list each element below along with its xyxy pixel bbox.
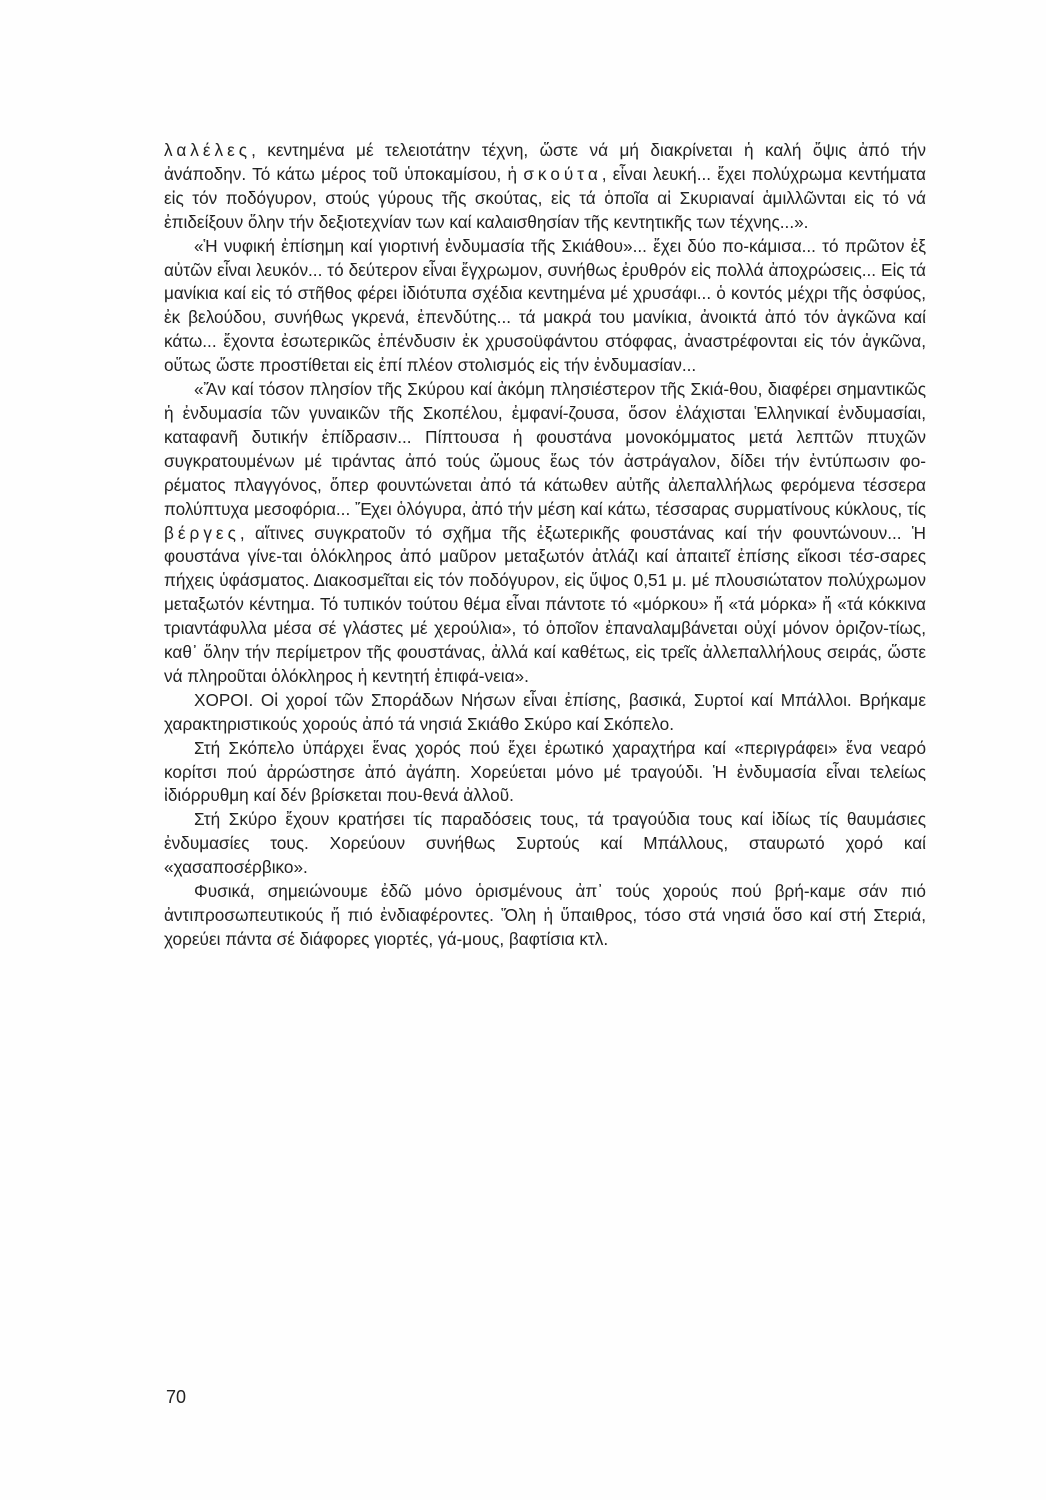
text-segment: «Ἄν καί τόσον πλησίον τῆς Σκύρου καί ἀκόμη πλησιέστερον τῆς Σκιά-θου, διαφέρει σημαντικῶς ἡ ἐνδυμασία τῶν γυναικῶν τῆς Σκοπέλου, ἐμφανί-ζουσα, ὅσον ἐλάχισται Ἑλληνικαί ἐνδυμασίαι, καταφανῆ δυτικήν ἐπίδρασιν... Πίπτουσα ἡ φουστάνα μονοκόμματος μετά λεπτῶν πτυχῶν συγκρατουμένων μέ τιράντας ἀπό τούς ὤμους ἕως τόν ἀστράγαλον, δίδει τήν ἐντύπωσιν φο-ρέματος πλαγγόνος, ὅπερ φουντώνεται ἀπό τά κάτωθεν αὐτῆς ἀλεπαλλήλως φερόμενα τέσσερα πολύπτυχα μεσοφόρια... Ἔχει ὁλόγυρα, ἀπό τήν μέση καί κάτω, τέσσαρας συρματίνους κύκλους, τίς xyxy=(164,379,926,519)
paragraph xyxy=(164,235,926,378)
paragraph xyxy=(164,808,926,880)
text-segment: Στή Σκύρο ἔχουν κρατήσει τίς παραδόσεις τους, τά τραγούδια τους καί ἰδίως τίς θαυμάσιες ἐνδυμασίες τους. Χορεύουν συνήθως Συρτούς καί Μπάλλους, σταυρωτό χορό καί «χασαποσέρβικο». xyxy=(164,809,926,878)
emphasized-term: σκούτα xyxy=(523,163,602,184)
paragraph xyxy=(164,737,926,809)
text-segment: «Ἡ νυφική ἐπίσημη καί γιορτινή ἐνδυμασία τῆς Σκιάθου»... ἔχει δύο πο-κάμισα... τό πρῶτον ἐξ αὐτῶν εἶναι λευκόν... τό δεύτερον εἶναι ἔγχρωμον, συνήθως ἐρυθρόν εἰς πολλά ἀποχρώσεις... Εἰς τά μανίκια καί εἰς τό στῆθος φέρει ἰδιότυπα σχέδια κεντημένα μέ χρυσάφι... ὁ κοντός μέχρι τῆς ὀσφύος, ἐκ βελούδου, συνήθως γκρενά, ἐπενδύτης... τά μακρά του μανίκια, ἀνοικτά ἀπό τόν ἀγκῶνα καί κάτω... ἔχοντα ἐσωτερικῶς ἐπένδυσιν ἐκ χρυσοϋφάντου στόφφας, ἀναστρέφονται εἰς τόν ἀγκῶνα, οὕτως ὥστε προστίθεται εἰς ἐπί πλέον στολισμός εἰς τήν ἐνδυμασίαν... xyxy=(164,235,926,376)
paragraph xyxy=(164,880,926,952)
emphasized-term: βέργες xyxy=(164,522,240,543)
paragraph xyxy=(164,689,926,737)
paragraph xyxy=(164,378,926,689)
text-segment: ΧΟΡΟΙ. Οἱ χοροί τῶν Σποράδων Νήσων εἶναι ἐπίσης, βασικά, Συρτοί καί Μπάλλοι. Βρήκαμε χαρακτηριστικούς χορούς ἀπό τά νησιά Σκιάθο Σκύρο καί Σκόπελο. xyxy=(164,689,926,734)
emphasized-term: λαλέλες xyxy=(164,140,252,160)
text-segment: , κεντημένα μέ τελειοτάτην τέχνη, ὥστε νά μή διακρίνεται ἡ καλή ὄψις ἀπό τήν ἀνάποδην. Τό κάτω μέρος τοῦ ὑποκαμίσου, ἡ xyxy=(164,140,926,184)
text-segment: , αἵτινες συγκρατοῦν τό σχῆμα τῆς ἐξωτερικῆς φουστάνας καί τήν φουντώνουν... Ἡ φουστάνα γίνε-ται ὁλόκληρος ἀπό μαῦρον μεταξωτόν ἀτλάζι καί ἀπαιτεῖ ἐπίσης εἴκοσι τέσ-σαρες πήχεις ὑφάσματος. Διακοσμεῖται εἰς τόν ποδόγυρον, εἰς ὕψος 0,51 μ. μέ πλουσιώτατον πολύχρωμον μεταξωτόν κέντημα. Τό τυπικόν τούτου θέμα εἶναι πάντοτε τό «μόρκου» ἤ «τά μόρκα» ἤ «τά κόκκινα τριαντάφυλλα μέσα σέ γλάστες μέ χερούλια», τό ὁποῖον ἐπαναλαμβάνεται οὐχί μόνον ὁριζον-τίως, καθ᾽ ὅλην τήν περίμετρον τῆς φουστάνας, ἀλλά καί καθέτως, εἰς τρεῖς ἀλλεπαλλήλους σειράς, ὥστε νά πληροῦται ὁλόκληρος ἡ κεντητή ἐπιφά-νεια». xyxy=(164,522,926,686)
body-text xyxy=(164,139,926,952)
text-segment: Στή Σκόπελο ὑπάρχει ἕνας χορός πού ἔχει ἐρωτικό χαραχτήρα καί «περιγράφει» ἕνα νεαρό κορίτσι πού ἀρρώστησε ἀπό ἀγάπη. Χορεύεται μόνο μέ τραγούδι. Ἡ ἐνδυμασία εἶναι τελείως ἰδιόρρυθμη καί δέν βρίσκεται που-θενά ἀλλοῦ. xyxy=(164,737,926,806)
paragraph xyxy=(164,139,926,235)
text-segment: Φυσικά, σημειώνουμε ἐδῶ μόνο ὁρισμένους ἀπ᾽ τούς χορούς πού βρή-καμε σάν πιό ἀντιπροσωπευτικούς ἤ πιό ἐνδιαφέροντες. Ὅλη ἡ ὕπαιθρος, τόσο στά νησιά ὅσο καί στή Στεριά, χορεύει πάντα σέ διάφορες γιορτές, γά-μους, βαφτίσια κτλ. xyxy=(164,881,926,949)
page-number: 70 xyxy=(166,1387,187,1407)
text-segment: , εἶναι λευκή... ἔχει πολύχρωμα κεντήματα εἰς τόν ποδόγυρον, στούς γύρους τῆς σκούτας, εἰς τά ὁποῖα αἱ Σκυριαναί ἁμιλλῶνται εἰς τό νά ἐπιδείξουν ὅλην τήν δεξιοτεχνίαν των καί καλαισθησίαν τῆς κεντητικῆς των τέχνης...». xyxy=(164,163,926,232)
